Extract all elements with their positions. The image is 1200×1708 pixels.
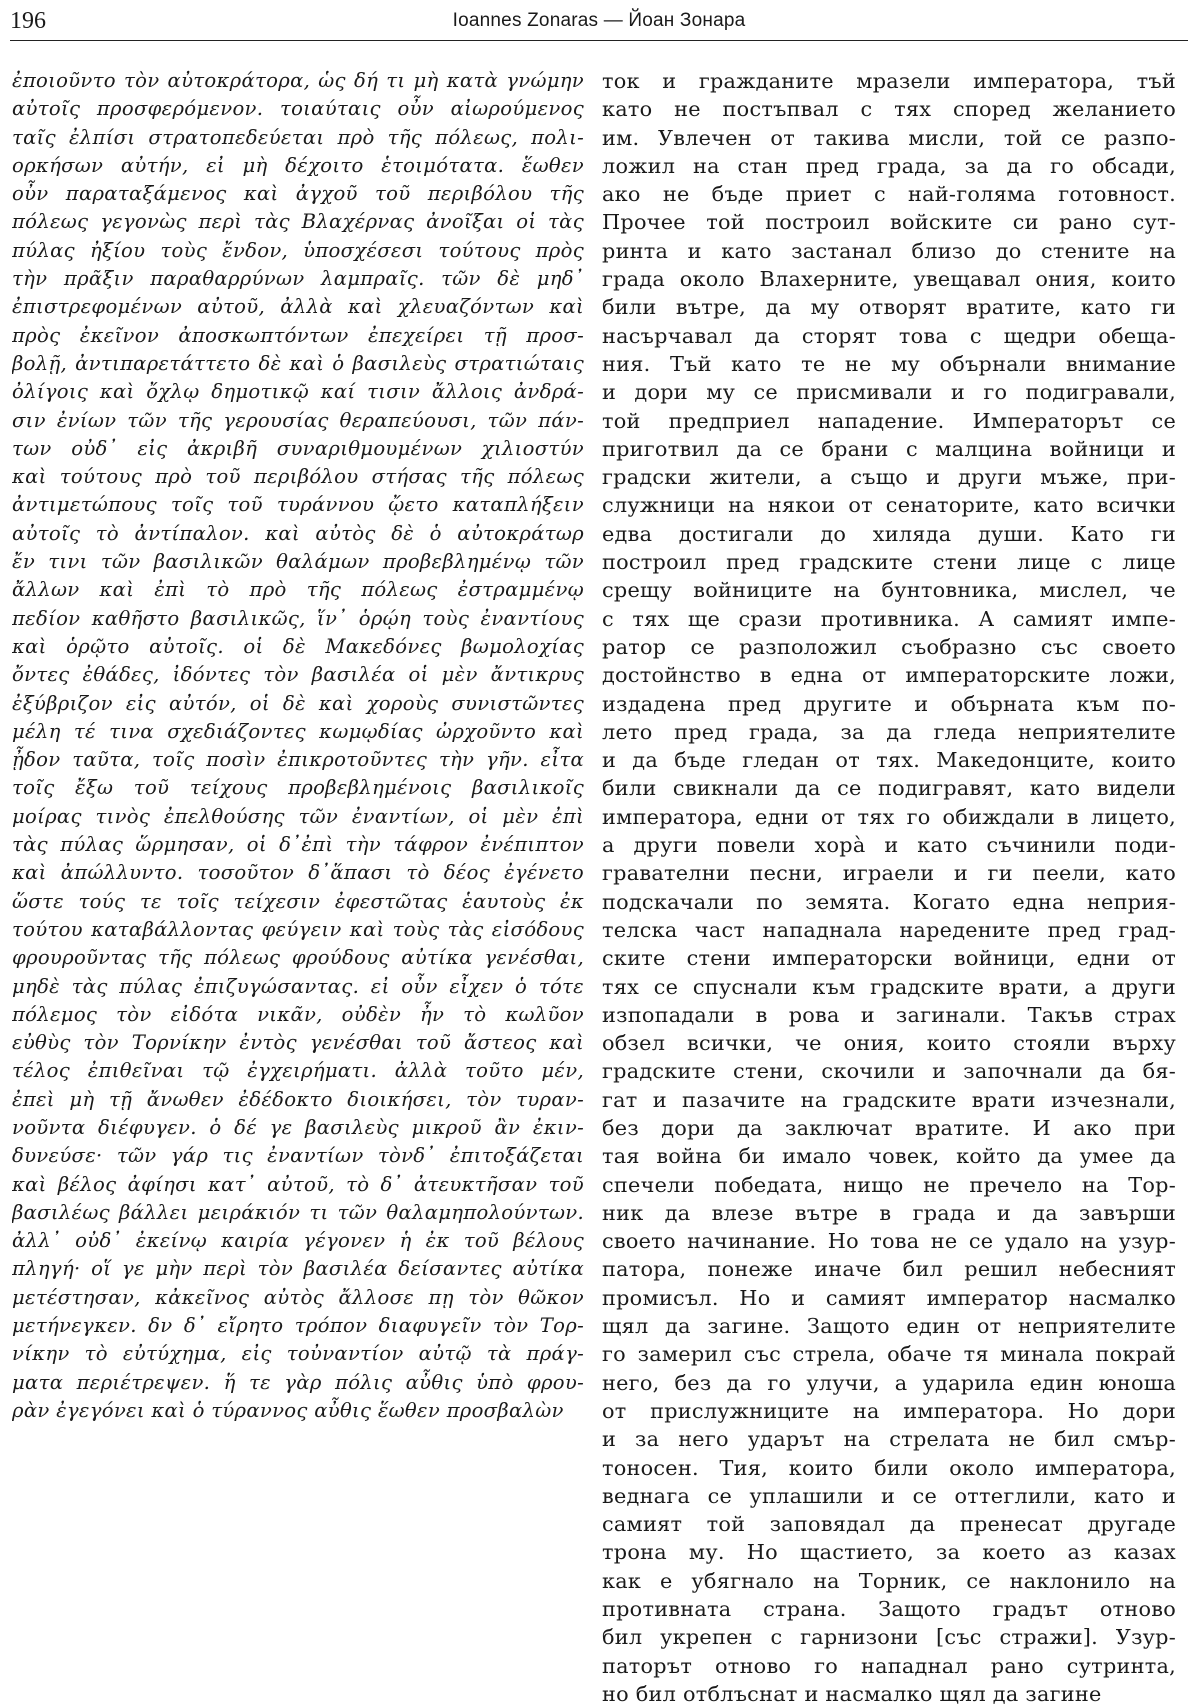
greek-text-line: καὶ τούτους πρὸ τοῦ περιβόλου στήσας τῆς πόλεως [12, 465, 584, 489]
bulgarian-text-line: ник да влезе вътре в града и да завърши [602, 1200, 1176, 1225]
greek-text-line: ἀντιμετώπους τοῖς τοῦ τυράννου ᾤετο καταπλήξειν [12, 493, 584, 517]
bulgarian-text-line: ложил на стан пред града, за да го обсади, [602, 153, 1176, 178]
bulgarian-text-line: и за него ударът на стрелата не бил смър- [602, 1427, 1176, 1452]
greek-text-line: πληγή· οἵ γε μὴν περὶ τὸν βασιλέα δείσαντες αὐτίκα [12, 1257, 584, 1281]
greek-text-line: καὶ ἀπώλλυντο. τοσοῦτον δ᾿ἅπασι τὸ δέος ἐγένετο [12, 861, 584, 885]
bulgarian-text-line: промисъл. Но и самият император насмалко [602, 1285, 1176, 1310]
greek-text-line: πύλας ἠξίου τοὺς ἔνδον, ὑποσχέσεσι τούτους πρὸς [12, 238, 584, 262]
greek-text-line: βασιλέως βάλλει μειράκιόν τι τῶν θαλαμηπολούντων. [12, 1200, 584, 1224]
bulgarian-text-line: без дори да заключат вратите. И ако при [602, 1115, 1176, 1140]
bulgarian-text-line: едва достигали до хиляда души. Като ги [602, 521, 1176, 546]
greek-text-line: τὰς πύλας ὥρμησαν, οἱ δ᾿ἐπὶ τὴν τάφρον ἐνέπιπτον [12, 833, 584, 857]
bulgarian-text-line: насърчавал да сторят това с щедри обеща- [602, 323, 1176, 348]
bulgarian-text-line: ските стени императорски войници, едни от [602, 946, 1176, 971]
bulgarian-text-line: а други повели хорà и като съчинили поди- [602, 833, 1176, 858]
bulgarian-text-line: и дори му се присмивали и го подигравали, [602, 380, 1176, 405]
greek-text-line: μετέστησαν, κἀκεῖνος αὐτὸς ἄλλοσε πῃ τὸν θῶκον [12, 1285, 584, 1309]
greek-text-line: ἀλλ᾿ οὐδ᾿ ἐκείνῳ καιρία γέγονεν ἡ ἐκ τοῦ βέλους [12, 1229, 584, 1253]
greek-text-line: μοίρας τινὸς ἐπελθούσης τῶν ἐναντίων, οἱ μὲν ἐπὶ [12, 804, 584, 828]
bulgarian-text-line: с тях ще срази противника. А самият импе- [602, 606, 1176, 631]
bulgarian-text-line: и да бъде гледан от тях. Македонците, които [602, 748, 1176, 773]
greek-text-line: ὄντες ἐθάδες, ἰδόντες τὸν βασιλέα οἱ μὲν ἄντικρυς [12, 663, 584, 687]
greek-text-line: ἄλλων καὶ ἐπὶ τὸ πρὸ τῆς πόλεως ἐστραμμένῳ [12, 578, 584, 602]
greek-text-line: οὖν παραταξάμενος καὶ ἀγχοῦ τοῦ περιβόλου τῆς [12, 182, 584, 206]
greek-text-line: ὥστε τούς τε τοῖς τείχεσιν ἐφεστῶτας ἑαυτοὺς ἐκ [12, 889, 584, 913]
bulgarian-text-line: лето пред града, за да гледа неприятелите [602, 719, 1176, 744]
greek-text-line: τούτου καταβάλλοντας φεύγειν καὶ τοὺς τὰς εἰσόδους [12, 917, 584, 941]
greek-text-line: μηδὲ τὰς πύλας ἐπιζυγώσαντας. εἰ οὖν εἶχεν ὁ τότε [12, 974, 584, 998]
bulgarian-text-line: ринта и като застанал близо до стените на [602, 238, 1176, 263]
bulgarian-text-line: императора, едни от тях го обиждали в лицето, [602, 804, 1176, 829]
greek-text-line: πεδίον καθῆστο βασιλικῶς, ἵν᾿ ὁρῴη τοὺς ἐναντίους [12, 606, 584, 630]
greek-text-line: ματα περιέτρεψεν. ἥ τε γὰρ πόλις αὖθις ὑπὸ φρου- [12, 1370, 584, 1394]
greek-text-line: βολῇ, ἀντιπαρετάττετο δὲ καὶ ὁ βασιλεὺς στρατιώταις [12, 351, 584, 375]
bulgarian-text-line: издадена пред другите и обърната към по- [602, 691, 1176, 716]
bulgarian-text-line: веднага се уплашили и се оттеглили, като и [602, 1483, 1176, 1508]
greek-text-line: ορκήσων αὐτήν, εἰ μὴ δέχοιτο ἑτοιμότατα. ἕωθεν [12, 153, 584, 177]
running-header [10, 6, 1188, 41]
bulgarian-text-line: били вътре, да му отворят вратите, като ги [602, 295, 1176, 320]
bulgarian-text-line: като не постъпвал с тях според желанието [602, 97, 1176, 122]
bulgarian-text-line: достойнство в една от императорските ложи, [602, 663, 1176, 688]
greek-text-line: νοῦντα διέφυγεν. ὁ δέ γε βασιλεὺς μικροῦ ἂν ἐκιν- [12, 1115, 584, 1139]
bulgarian-text-line: го замерил със стрела, обаче тя минала покрай [602, 1342, 1176, 1367]
bulgarian-text-line: срещу войниците на бунтовника, мислел, че [602, 578, 1176, 603]
greek-text-line: ἐπιστρεφομένων αὐτοῦ, ἀλλὰ καὶ χλευαζόντων καὶ [12, 295, 584, 319]
bulgarian-text-line: гат и пазачите на градските врати изчезнали, [602, 1087, 1176, 1112]
bulgarian-text-line: той предприел нападение. Императорът се [602, 408, 1176, 433]
greek-text-line: ἐποιοῦντο τὸν αὐτοκράτορα, ὡς δή τι μὴ κατὰ γνώμην [12, 69, 584, 92]
greek-text-line: ρὰν ἐγεγόνει καὶ ὁ τύραννος αὖθις ἕωθεν προσβαλὼν [12, 1398, 564, 1422]
greek-text-line: ταῖς ἐλπίσι στρατοπεδεύεται πρὸ τῆς πόλεως, πολι- [12, 125, 584, 149]
greek-text-line: πόλεως γεγονὼς περὶ τὰς Βλαχέρνας ἀνοῖξαι οἱ τὰς [12, 210, 584, 234]
greek-text-line: των οὐδ᾿ εἰς ἀκριβῆ συναριθμουμένων χιλιοστύν [12, 436, 584, 460]
greek-text-line: τέλος ἐπιθεῖναι τῷ ἐγχειρήματι. ἀλλὰ τοῦτο μέν, [12, 1059, 584, 1083]
greek-text-line: ᾖδον ταῦτα, τοῖς ποσὶν ἐπικροτοῦντες τὴν γῆν. εἶτα [12, 748, 584, 772]
bulgarian-text-line: ако не бъде приет с най-голяма готовност. [602, 182, 1176, 207]
greek-text-line: ἐξύβριζον εἰς αὐτόν, οἱ δὲ καὶ χοροὺς συνιστῶντες [12, 691, 584, 715]
bulgarian-translation-column [602, 67, 1176, 1708]
bulgarian-text-line: ток и гражданите мразели императора, тъй [602, 69, 1176, 93]
bulgarian-text-line: тях се спуснали към градските врати, а други [602, 974, 1176, 999]
bulgarian-text-line: но бил отблъснат и насмалко щял да загине [602, 1681, 1102, 1706]
greek-text-line: ἐπεὶ μὴ τῇ ἄνωθεν ἐδέδοκτο διοικήσει, τὸν τυραν- [12, 1087, 584, 1111]
bulgarian-text-line: били свикнали да се подигравят, като видели [602, 776, 1176, 801]
bulgarian-text-line: самият той заповядал да пренесат другаде [602, 1512, 1176, 1537]
greek-text-line: πόλεμος τὸν εἰδότα νικᾶν, οὐδὲν ἦν τὸ κωλῦον [12, 1002, 584, 1026]
page-number: 196 [10, 8, 46, 34]
greek-text-line: εὐθὺς τὸν Τορνίκην ἐντὸς γενέσθαι τοῦ ἄστεος καὶ [12, 1031, 584, 1055]
bulgarian-text-line: тоносен. Тия, които били около императора, [602, 1455, 1176, 1480]
bulgarian-text-line: ния. Тъй като те не му обърнали внимание [602, 351, 1176, 376]
greek-text-line: καὶ ὁρῷτο αὐτοῖς. οἱ δὲ Μακεδόνες βωμολοχίας [12, 634, 584, 658]
bulgarian-text-line: спечели победата, нищо не пречело на Тор- [602, 1172, 1176, 1197]
bulgarian-text-line: своето начинание. Но това не се удало на узур- [602, 1229, 1176, 1254]
bulgarian-text-line: Прочее той построил войските си рано сут- [602, 210, 1176, 235]
bulgarian-text-line: града около Влахерните, увещавал ония, които [602, 267, 1176, 292]
running-title: Ioannes Zonaras — Йоан Зонара [452, 10, 746, 31]
greek-text-line: αὐτοῖς προσφερόμενον. τοιαύταις οὖν αἰωρούμενος [12, 97, 584, 121]
bulgarian-text-line: щял да загине. Защото един от неприятелите [602, 1314, 1176, 1339]
greek-text-line: πρὸς ἐκεῖνον ἀποσκωπτόντων ἐπεχείρει τῇ προσ- [12, 323, 584, 347]
bulgarian-text-line: как е убягнало на Торник, се наклонило на [602, 1568, 1176, 1593]
bulgarian-text-line: ратор се разположил съобразно със своето [602, 634, 1176, 659]
greek-text-line: νίκην τὸ εὐτύχημα, εἰς τοὐναντίον αὐτῷ τὰ πράγ- [12, 1342, 584, 1366]
bulgarian-text-line: бил укрепен с гарнизони [със стражи]. Узур- [602, 1625, 1176, 1650]
greek-text-line: ὀλίγοις καὶ ὄχλῳ δημοτικῷ καί τισιν ἄλλοις ἀνδρά- [12, 380, 584, 404]
greek-text-line: σιν ἐνίων τῶν τῆς γερουσίας θεραπεύουσι, τῶν πάν- [12, 408, 584, 432]
bulgarian-text-line: патора, понеже иначе бил решил небесният [602, 1257, 1176, 1282]
greek-text-line: ἔν τινι τῶν βασιλικῶν θαλάμων προβεβλημένῳ τῶν [12, 550, 584, 574]
bulgarian-text-line: телска част нападнала наредените пред град- [602, 917, 1176, 942]
bulgarian-text-line: тая война би имало човек, който да умее да [602, 1144, 1176, 1169]
bulgarian-text-line: него, без да го улучи, а ударила един юноша [602, 1370, 1176, 1395]
bulgarian-text-line: им. Увлечен от такива мисли, той се разпо- [602, 125, 1176, 150]
bulgarian-text-line: паторът отново го нападнал рано сутринта, [602, 1653, 1176, 1678]
bulgarian-text-line: трона му. Но щастието, за което аз казах [602, 1540, 1176, 1565]
greek-text-line: δυνεύσε· τῶν γάρ τις ἐναντίων τὸνδ᾿ ἐπιτοξάζεται [12, 1144, 584, 1168]
bulgarian-text-line: служници на някои от сенаторите, като всички [602, 493, 1176, 518]
greek-text-line: τοῖς ἔξω τοῦ τείχους προβεβλημένοις βασιλικοῖς [12, 776, 584, 800]
bulgarian-text-line: от прислужниците на императора. Но дори [602, 1398, 1176, 1423]
greek-text-line: μετήνεγκεν. δν δ᾿ εἴρητο τρόπον διαφυγεῖν τὸν Τορ- [12, 1314, 584, 1338]
bulgarian-text-line: противната страна. Защото градът отново [602, 1597, 1176, 1622]
bulgarian-text-line: построил пред градските стени лице с лице [602, 550, 1176, 575]
bulgarian-text-line: обзел всички, че ония, които стояли върху [602, 1031, 1176, 1056]
greek-text-line: φρουροῦντας τῆς πόλεως φρούδους αὐτίκα γενέσθαι, [12, 946, 584, 970]
bulgarian-text-line: градските стени, скочили и започнали да бя- [602, 1059, 1176, 1084]
bulgarian-text-line: подскачали по земята. Когато една неприя- [602, 889, 1176, 914]
bulgarian-text-line: изпопадали в рова и загинали. Такъв страх [602, 1002, 1176, 1027]
greek-text-line: τὴν πρᾶξιν παραθαρρύνων λαμπραῖς. τῶν δὲ μηδ᾿ [12, 267, 584, 291]
bulgarian-text-line: гравателни песни, играели и ги пеели, като [602, 861, 1176, 886]
greek-text-line: αὐτοῖς τὸ ἀντίπαλον. καὶ αὐτὸς δὲ ὁ αὐτοκράτωρ [12, 521, 584, 545]
bulgarian-text-line: градски жители, а също и други мъже, при- [602, 465, 1176, 490]
greek-text-column [12, 67, 584, 1425]
bulgarian-text-line: приготвил да се брани с малцина войници и [602, 436, 1176, 461]
greek-text-line: καὶ βέλος ἀφίησι κατ᾿ αὐτοῦ, τὸ δ᾿ ἀτευκτῆσαν τοῦ [12, 1172, 584, 1196]
greek-text-line: μέλη τέ τινα σχεδιάζοντες κωμῳδίας ὠρχοῦντο καὶ [12, 719, 584, 743]
